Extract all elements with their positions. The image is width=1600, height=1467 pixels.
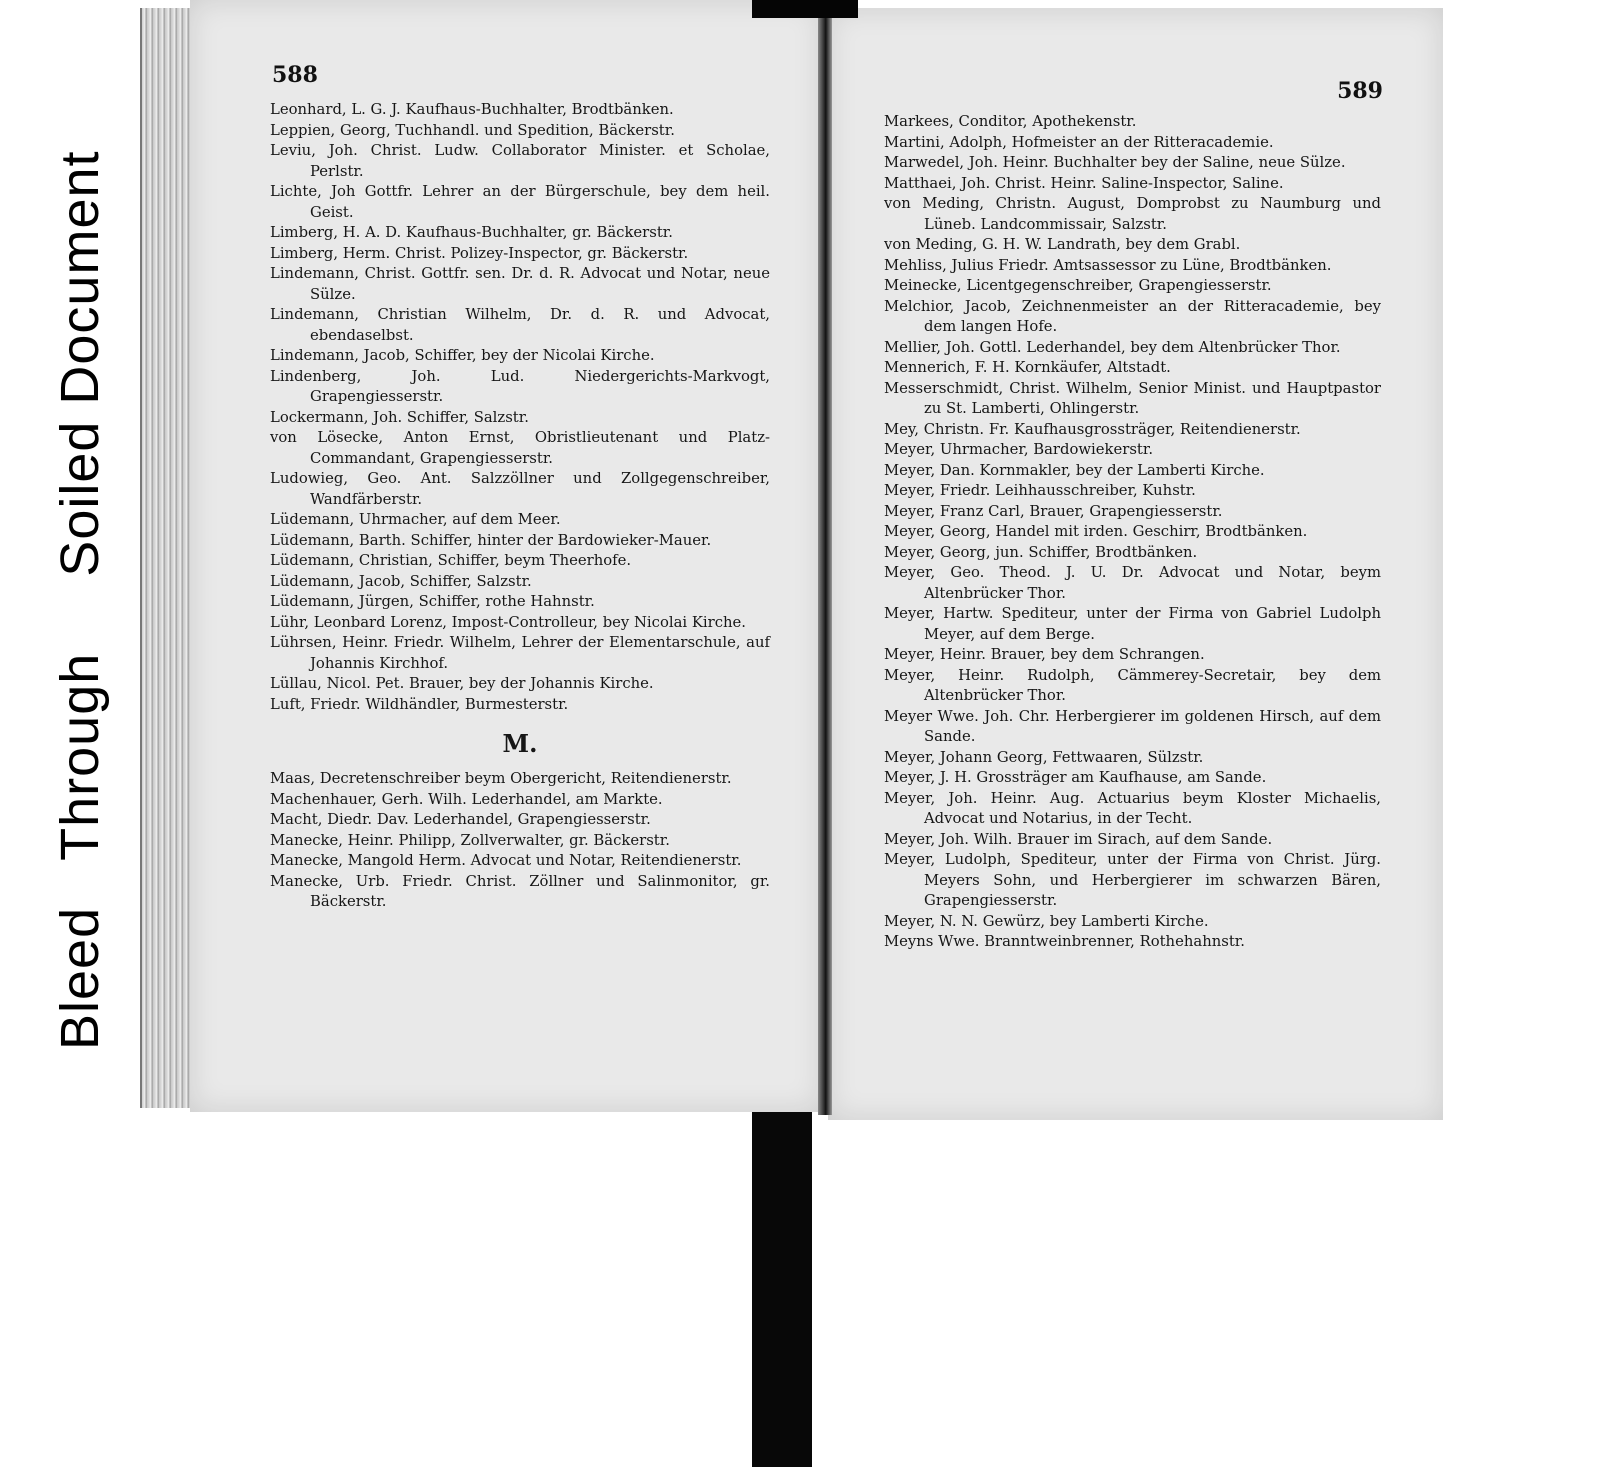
directory-entry: Leonhard, L. G. J. Kaufhaus-Buchhalter, Brodtbänken. bbox=[270, 101, 674, 118]
directory-entry: Mennerich, F. H. Kornkäufer, Altstadt. bbox=[884, 359, 1171, 376]
left-page-entries bbox=[270, 100, 770, 913]
directory-entry: Meyer, Geo. Theod. J. U. Dr. Advocat und Notar, beym Altenbrücker Thor. bbox=[884, 564, 1381, 602]
directory-entry: Machenhauer, Gerh. Wilh. Lederhandel, am Markte. bbox=[270, 790, 663, 808]
directory-entry: von Meding, Christn. August, Domprobst zu Naumburg und Lüneb. Landcommissair, Salzstr. bbox=[884, 195, 1381, 233]
directory-entry: Lüdemann, Jacob, Schiffer, Salzstr. bbox=[270, 572, 532, 590]
directory-entry: Lüdemann, Jürgen, Schiffer, rothe Hahnstr. bbox=[270, 593, 595, 610]
directory-entry: Meyer, Uhrmacher, Bardowiekerstr. bbox=[884, 441, 1154, 458]
directory-entry: Meyer, Heinr. Rudolph, Cämmerey-Secretair, bey dem Altenbrücker Thor. bbox=[884, 666, 1381, 704]
directory-entry: Maas, Decretenschreiber beym Obergericht, Reitendienerstr. bbox=[270, 770, 732, 787]
directory-entry: Meyer, Georg, jun. Schiffer, Brodtbänken. bbox=[884, 543, 1198, 561]
directory-entry: Markees, Conditor, Apothekenstr. bbox=[884, 113, 1137, 130]
directory-entry: Lührsen, Heinr. Friedr. Wilhelm, Lehrer der Elementarschule, auf Johannis Kirchhof. bbox=[270, 634, 770, 672]
right-page bbox=[828, 8, 1443, 1120]
directory-entry: Lindemann, Jacob, Schiffer, bey der Nicolai Kirche. bbox=[270, 347, 655, 364]
directory-entry: Lüdemann, Barth. Schiffer, hinter der Bardowieker-Mauer. bbox=[270, 531, 712, 549]
directory-entry: Meinecke, Licentgegenschreiber, Grapengiesserstr. bbox=[884, 277, 1272, 294]
directory-entry: Meyer, Franz Carl, Brauer, Grapengiesserstr. bbox=[884, 502, 1223, 520]
directory-entry: Lindemann, Christian Wilhelm, Dr. d. R. und Advocat, ebendaselbst. bbox=[270, 306, 770, 344]
directory-entry: Manecke, Urb. Friedr. Christ. Zöllner und Salinmonitor, gr. Bäckerstr. bbox=[270, 872, 770, 910]
directory-entry: Meyer Wwe. Joh. Chr. Herbergierer im goldenen Hirsch, auf dem Sande. bbox=[884, 707, 1381, 745]
directory-entry: Limberg, H. A. D. Kaufhaus-Buchhalter, gr. Bäckerstr. bbox=[270, 224, 673, 241]
directory-entry: Martini, Adolph, Hofmeister an der Ritteracademie. bbox=[884, 133, 1274, 151]
directory-entry: Lindemann, Christ. Gottfr. sen. Dr. d. R. Advocat und Notar, neue Sülze. bbox=[270, 265, 770, 303]
directory-entry: Mellier, Joh. Gottl. Lederhandel, bey dem Altenbrücker Thor. bbox=[884, 338, 1341, 356]
directory-entry: Matthaei, Joh. Christ. Heinr. Saline-Inspector, Saline. bbox=[884, 174, 1284, 192]
directory-entry: Meyer, Ludolph, Spediteur, unter der Firma von Christ. Jürg. Meyers Sohn, und Herbergierer im schwarzen Bären, Grapengiesserstr. bbox=[884, 851, 1381, 909]
directory-entry: Manecke, Heinr. Philipp, Zollverwalter, gr. Bäckerstr. bbox=[270, 831, 670, 849]
directory-entry: Melchior, Jacob, Zeichnenmeister an der Ritteracademie, bey dem langen Hofe. bbox=[884, 297, 1381, 335]
directory-entry: Meyer, J. H. Grossträger am Kaufhause, am Sande. bbox=[884, 769, 1267, 786]
directory-entry: von Lösecke, Anton Ernst, Obristlieutenant und Platz-Commandant, Grapengiesserstr. bbox=[270, 429, 770, 467]
directory-entry: Luft, Friedr. Wildhändler, Burmesterstr. bbox=[270, 695, 569, 713]
directory-entry: Ludowieg, Geo. Ant. Salzzöllner und Zollgegenschreiber, Wandfärberstr. bbox=[270, 470, 770, 508]
right-page-entries bbox=[884, 112, 1381, 953]
section-letter: M. bbox=[502, 729, 538, 758]
directory-entry: Meyer, Joh. Heinr. Aug. Actuarius beym Kloster Michaelis, Advocat und Notarius, in der Techt. bbox=[884, 789, 1381, 827]
directory-entry: Mehliss, Julius Friedr. Amtsassessor zu Lüne, Brodtbänken. bbox=[884, 256, 1332, 274]
directory-entry: Lühr, Leonbard Lorenz, Impost-Controlleur, bey Nicolai Kirche. bbox=[270, 613, 746, 631]
side-label-word-bleed: Bleed bbox=[50, 906, 110, 1050]
directory-entry: Lüllau, Nicol. Pet. Brauer, bey der Johannis Kirche. bbox=[270, 675, 654, 692]
directory-entry: Macht, Diedr. Dav. Lederhandel, Grapengiesserstr. bbox=[270, 811, 651, 828]
book-spine bbox=[818, 0, 832, 1115]
directory-entry: Marwedel, Joh. Heinr. Buchhalter bey der Saline, neue Sülze. bbox=[884, 154, 1346, 171]
directory-entry: Messerschmidt, Christ. Wilhelm, Senior Minist. und Hauptpastor zu St. Lamberti, Ohlingerstr. bbox=[884, 379, 1381, 417]
directory-entry: Lichte, Joh Gottfr. Lehrer an der Bürgerschule, bey dem heil. Geist. bbox=[270, 183, 770, 221]
right-page-number: 589 bbox=[1337, 78, 1383, 104]
directory-entry: Meyer, Hartw. Spediteur, unter der Firma von Gabriel Ludolph Meyer, auf dem Berge. bbox=[884, 605, 1381, 643]
directory-entry: Lüdemann, Uhrmacher, auf dem Meer. bbox=[270, 511, 561, 528]
bookmark-ribbon-top bbox=[752, 0, 858, 18]
left-page bbox=[190, 0, 822, 1112]
directory-entry: Meyer, Friedr. Leihhausschreiber, Kuhstr. bbox=[884, 482, 1196, 499]
directory-entry: Lindenberg, Joh. Lud. Niedergerichts-Markvogt, Grapengiesserstr. bbox=[270, 367, 770, 405]
directory-entry: Mey, Christn. Fr. Kaufhausgrossträger, Reitendienerstr. bbox=[884, 420, 1301, 438]
directory-entry: Meyer, Johann Georg, Fettwaaren, Sülzstr. bbox=[884, 748, 1204, 766]
directory-entry: Lockermann, Joh. Schiffer, Salzstr. bbox=[270, 408, 529, 426]
directory-entry: Meyns Wwe. Branntweinbrenner, Rothehahnstr. bbox=[884, 933, 1245, 950]
bookmark-ribbon bbox=[752, 1112, 812, 1467]
directory-entry: Leviu, Joh. Christ. Ludw. Collaborator Minister. et Scholae, Perlstr. bbox=[270, 142, 770, 180]
directory-entry: Meyer, Joh. Wilh. Brauer im Sirach, auf dem Sande. bbox=[884, 830, 1273, 848]
entries-after-section bbox=[270, 769, 770, 913]
directory-entry: Meyer, Dan. Kornmakler, bey der Lamberti Kirche. bbox=[884, 461, 1265, 479]
directory-entry: Meyer, Georg, Handel mit irden. Geschirr, Brodtbänken. bbox=[884, 523, 1308, 540]
directory-entry: Limberg, Herm. Christ. Polizey-Inspector, gr. Bäckerstr. bbox=[270, 244, 689, 262]
directory-entry: Lüdemann, Christian, Schiffer, beym Theerhofe. bbox=[270, 552, 632, 569]
left-page-number: 588 bbox=[272, 62, 318, 88]
side-label-word-through: Through bbox=[50, 652, 110, 861]
entries-before-section bbox=[270, 100, 770, 715]
directory-entry: Leppien, Georg, Tuchhandl. und Spedition, Bäckerstr. bbox=[270, 121, 675, 139]
directory-entry: Meyer, Heinr. Brauer, bey dem Schrangen. bbox=[884, 646, 1205, 663]
directory-entry: Manecke, Mangold Herm. Advocat und Notar, Reitendienerstr. bbox=[270, 852, 742, 869]
directory-entry: von Meding, G. H. W. Landrath, bey dem Grabl. bbox=[884, 236, 1241, 253]
side-label-soiled-document: Soiled Document bbox=[50, 150, 110, 577]
directory-entry: Meyer, N. N. Gewürz, bey Lamberti Kirche. bbox=[884, 912, 1209, 930]
